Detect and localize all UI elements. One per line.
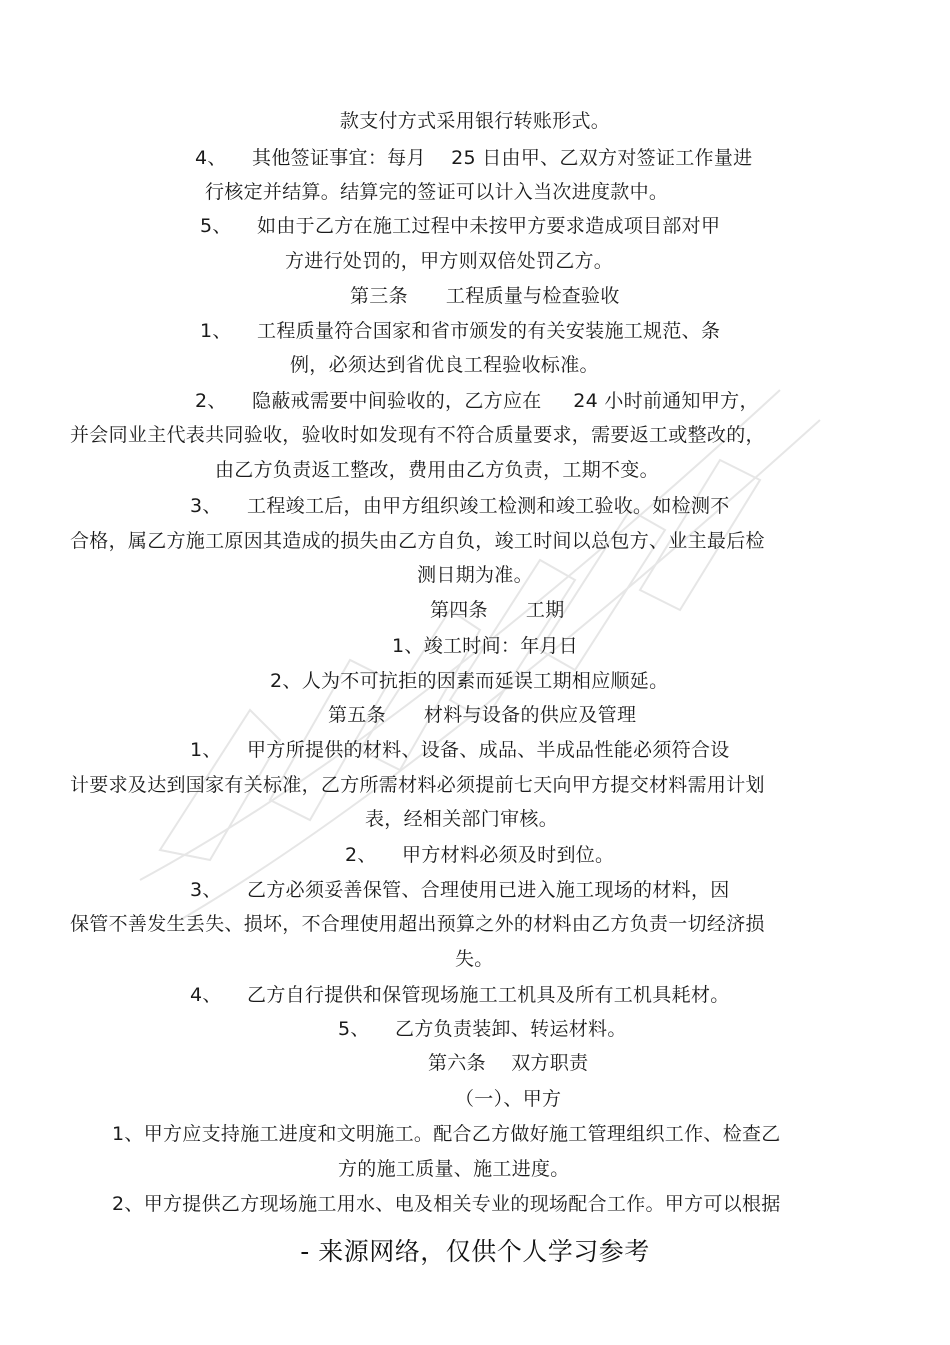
text-line-4: 5、 如由于乙方在施工过程中未按甲方要求造成项目部对甲	[200, 215, 721, 237]
text-line-7: 1、 工程质量符合国家和省市颁发的有关安装施工规范、条	[200, 320, 721, 342]
section-heading-4: 第四条 工期	[430, 599, 565, 621]
text-line-23: 3、 乙方必须妥善保管、合理使用已进入施工现场的材料，因	[190, 879, 730, 901]
footer-note: - 来源网络，仅供个人学习参考	[300, 1237, 650, 1266]
text-line-8: 例，必须达到省优良工程验收标准。	[290, 354, 599, 376]
text-line-2: 4、 其他签证事宜：每月 25 日由甲、乙双方对签证工作量进	[195, 147, 753, 169]
text-line-21: 表，经相关部门审核。	[365, 808, 559, 830]
text-line-14: 测日期为准。	[417, 564, 533, 586]
text-line-30: 1、甲方应支持施工进度和文明施工。配合乙方做好施工管理组织工作、检查乙	[112, 1123, 781, 1145]
text-line-20: 计要求及达到国家有关标准，乙方所需材料必须提前七天向甲方提交材料需用计划	[70, 774, 765, 796]
text-line-32: 2、甲方提供乙方现场施工用水、电及相关专业的现场配合工作。甲方可以根据	[112, 1193, 781, 1215]
text-line-1: 款支付方式采用银行转账形式。	[339, 110, 611, 132]
subheading-party-a: （一）、甲方	[455, 1088, 562, 1110]
text-line-11: 由乙方负责返工整改，费用由乙方负责，工期不变。	[215, 459, 659, 481]
text-line-27: 5、 乙方负责装卸、转运材料。	[338, 1018, 627, 1040]
section-heading-3: 第三条 工程质量与检查验收	[350, 285, 620, 307]
text-line-5: 方进行处罚的，甲方则双倍处罚乙方。	[285, 250, 614, 272]
text-line-26: 4、 乙方自行提供和保管现场施工工机具及所有工机具耗材。	[190, 984, 730, 1006]
text-line-9: 2、 隐蔽戒需要中间验收的，乙方应在 24 小时前通知甲方，	[195, 390, 759, 412]
text-line-12: 3、 工程竣工后，由甲方组织竣工检测和竣工验收。如检测不	[190, 495, 730, 517]
section-heading-6: 第六条 双方职责	[428, 1052, 589, 1074]
text-line-19: 1、 甲方所提供的材料、设备、成品、半成品性能必须符合设	[190, 739, 730, 761]
text-line-13: 合格，属乙方施工原因其造成的损失由乙方自负，竣工时间以总包方、业主最后检	[70, 530, 765, 552]
text-line-17: 2、人为不可抗拒的因素而延误工期相应顺延。	[270, 670, 669, 692]
text-line-22: 2、 甲方材料必须及时到位。	[345, 844, 615, 866]
text-line-10: 并会同业主代表共同验收，验收时如发现有不符合质量要求，需要返工或整改的，	[70, 424, 765, 446]
text-line-31: 方的施工质量、施工进度。	[338, 1158, 570, 1180]
text-line-25: 失。	[455, 948, 494, 970]
text-line-24: 保管不善发生丢失、损坏，不合理使用超出预算之外的材料由乙方负责一切经济损	[70, 913, 765, 935]
section-heading-5: 第五条 材料与设备的供应及管理	[328, 704, 637, 726]
text-line-3: 行核定并结算。结算完的签证可以计入当次进度款中。	[205, 181, 669, 203]
text-line-16: 1、竣工时间：年月日	[392, 635, 579, 657]
